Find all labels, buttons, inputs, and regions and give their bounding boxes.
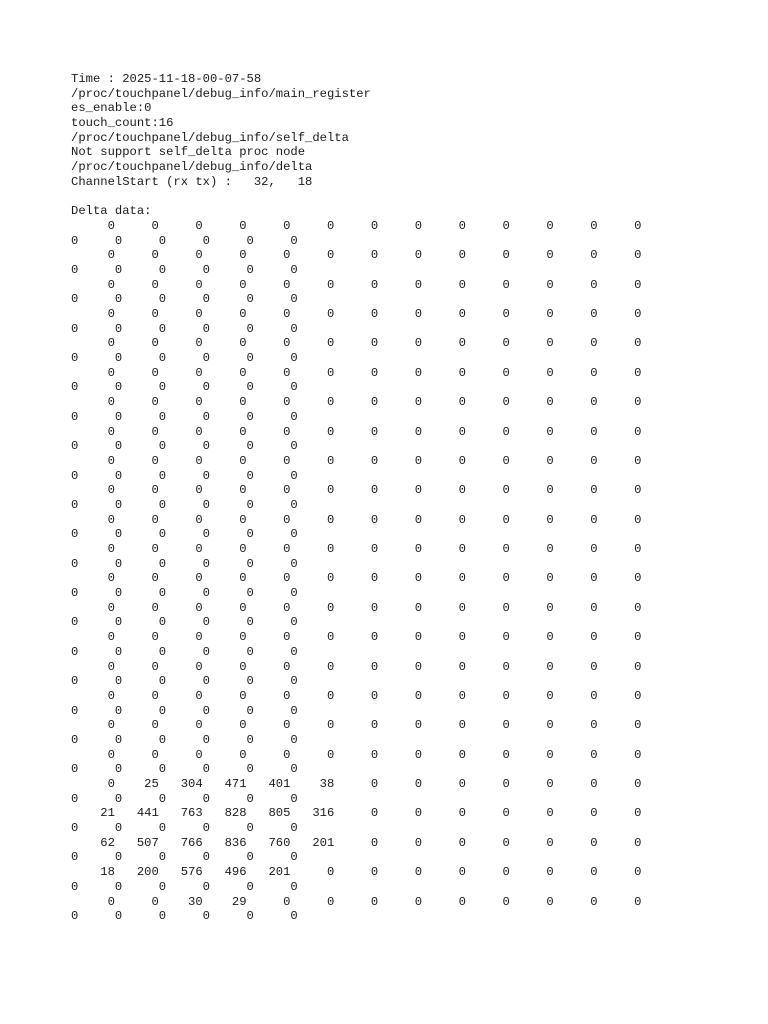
delta-data-line: 0 0 0 0 0 0 [71,321,298,336]
delta-data-line: 0 0 0 0 0 0 0 0 0 0 0 0 0 [71,395,642,410]
es-enable-line: es_enable:0 [71,101,152,116]
delta-data-line: 0 0 0 0 0 0 [71,615,298,630]
delta-data-table [71,219,768,924]
self-delta-message: Not support self_delta proc node [71,145,306,160]
delta-data-line: 0 0 0 0 0 0 [71,497,298,512]
delta-data-line: 0 0 0 0 0 0 [71,527,298,542]
delta-data-line: 0 0 0 0 0 0 0 0 0 0 0 0 0 [71,688,642,703]
delta-data-line: 0 0 0 0 0 0 0 0 0 0 0 0 0 [71,571,642,586]
delta-data-line: 0 0 0 0 0 0 0 0 0 0 0 0 0 [71,336,642,351]
delta-data-line: 0 0 0 0 0 0 0 0 0 0 0 0 0 [71,630,642,645]
delta-data-line: 0 0 0 0 0 0 [71,439,298,454]
delta-data-line: 18 200 576 496 201 0 0 0 0 0 0 0 0 [71,865,642,880]
delta-data-line: 0 0 0 0 0 0 [71,791,298,806]
time-line: Time : 2025-11-18-00-07-58 [71,72,262,86]
delta-data-line: 0 0 0 0 0 0 [71,292,298,307]
delta-data-line: 0 0 0 0 0 0 [71,409,298,424]
delta-data-line: 0 0 0 0 0 0 0 0 0 0 0 0 0 [71,542,642,556]
delta-data-line: 0 0 0 0 0 0 [71,468,298,483]
delta-data-line: 0 0 0 0 0 0 0 0 0 0 0 0 0 [71,512,642,527]
delta-data-line: 0 0 0 0 0 0 0 0 0 0 0 0 0 [71,365,642,380]
delta-data-line: 0 25 304 471 401 38 0 0 0 0 0 0 0 [71,777,642,791]
delta-data-line: 0 0 0 0 0 0 [71,262,298,277]
delta-data-line: 0 0 30 29 0 0 0 0 0 0 0 0 0 [71,894,642,909]
delta-data-line: 0 0 0 0 0 0 [71,380,298,395]
delta-data-title: Delta data: [71,204,152,219]
delta-data-line: 0 0 0 0 0 0 [71,674,298,689]
touch-count-line: touch_count:16 [71,116,174,131]
delta-data-line: 0 0 0 0 0 0 [71,556,298,571]
delta-data-line: 0 0 0 0 0 0 [71,821,298,836]
delta-data-line: 0 0 0 0 0 0 0 0 0 0 0 0 0 [71,424,642,439]
delta-data-line: 0 0 0 0 0 0 0 0 0 0 0 0 0 [71,718,642,733]
delta-data-line: 0 0 0 0 0 0 [71,233,298,248]
delta-data-line: 0 0 0 0 0 0 [71,732,298,747]
delta-data-line: 0 0 0 0 0 0 0 0 0 0 0 0 0 [71,277,642,292]
delta-data-line: 0 0 0 0 0 0 [71,762,298,777]
delta-data-line: 0 0 0 0 0 0 0 0 0 0 0 0 0 [71,453,642,468]
debug-log-document [71,72,768,924]
delta-data-line: 0 0 0 0 0 0 [71,879,298,894]
delta-data-line: 0 0 0 0 0 0 [71,644,298,659]
delta-data-line: 0 0 0 0 0 0 [71,351,298,366]
self-delta-path: /proc/touchpanel/debug_info/self_delta [71,130,349,145]
delta-data-line: 0 0 0 0 0 0 0 0 0 0 0 0 0 [71,747,642,762]
delta-data-line: 0 0 0 0 0 0 [71,850,298,865]
delta-data-line: 0 0 0 0 0 0 0 0 0 0 0 0 0 [71,248,642,263]
main-register-path: /proc/touchpanel/debug_info/main_register [71,86,371,101]
delta-data-line: 0 0 0 0 0 0 [71,909,298,924]
delta-data-line: 0 0 0 0 0 0 0 0 0 0 0 0 0 [71,659,642,674]
delta-path: /proc/touchpanel/debug_info/delta [71,160,313,175]
delta-data-line: 0 0 0 0 0 0 0 0 0 0 0 0 0 [71,307,642,321]
delta-data-line: 62 507 766 836 760 201 0 0 0 0 0 0 0 [71,835,642,850]
blank-spacer [71,190,768,205]
delta-data-line: 0 0 0 0 0 0 0 0 0 0 0 0 0 [71,600,642,615]
delta-data-line: 21 441 763 828 805 316 0 0 0 0 0 0 0 [71,806,642,821]
delta-data-line: 0 0 0 0 0 0 [71,586,298,601]
delta-data-line: 0 0 0 0 0 0 0 0 0 0 0 0 0 [71,483,642,498]
delta-data-line: 0 0 0 0 0 0 0 0 0 0 0 0 0 [71,218,642,233]
delta-data-line: 0 0 0 0 0 0 [71,703,298,718]
channel-start-line: ChannelStart (rx tx) : 32, 18 [71,174,313,189]
